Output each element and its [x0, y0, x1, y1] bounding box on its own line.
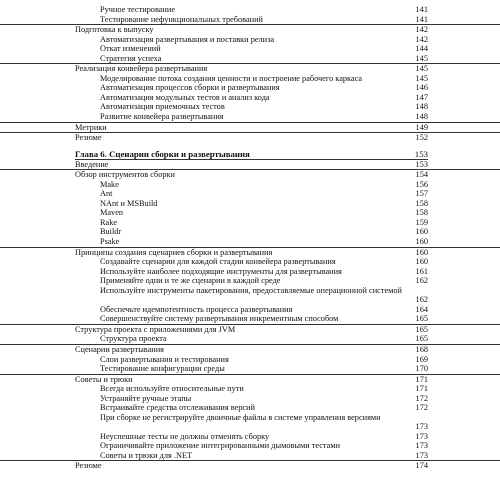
- page-number: 142: [415, 25, 428, 35]
- chapter-heading: [0, 148, 500, 160]
- toc-entry: [0, 237, 500, 247]
- toc-entry: [0, 460, 500, 471]
- toc-entry: [0, 35, 500, 45]
- toc-entry-title: Ручное тестирование: [100, 5, 175, 14]
- page-number: 145: [415, 53, 428, 63]
- page-number: 173: [415, 422, 428, 432]
- page-number: 173: [415, 450, 428, 460]
- toc-entry: [0, 93, 500, 103]
- toc-entry: [0, 267, 500, 277]
- toc-entry: [0, 364, 500, 374]
- toc-entry: [0, 180, 500, 190]
- toc-entry: [0, 257, 500, 267]
- toc-entry-title: Совершенствуйте систему развертывания инкрементным способом: [100, 314, 339, 324]
- toc-entry-title: Развитие конвейера развертывания: [100, 112, 224, 122]
- toc-entry-title: Автоматизация развертывания и поставки релиза: [100, 34, 275, 44]
- toc-entry-title: Стратегия успеха: [100, 53, 162, 63]
- toc-entry: [0, 15, 500, 25]
- page-number: 164: [415, 304, 428, 314]
- toc-entry: [0, 54, 500, 64]
- toc-entry-title: Обеспечьте идемпотентность процесса развертывания: [100, 304, 293, 314]
- toc-entry: [0, 208, 500, 218]
- page-number: 145: [415, 73, 428, 83]
- toc-entry: [0, 160, 500, 170]
- toc-entry-title: Автоматизация модульных тестов и анализ кода: [100, 92, 270, 102]
- toc-entry: [0, 112, 500, 122]
- page-number: 158: [415, 198, 428, 208]
- toc-entry-title: Откат изменений: [100, 44, 161, 54]
- toc-entry-title: Встраивайте средства отслеживания версий: [100, 403, 255, 413]
- toc-entry: [0, 324, 500, 335]
- page-number: 161: [415, 266, 428, 276]
- toc-entry: [0, 334, 500, 344]
- page-number: 156: [415, 179, 428, 189]
- toc-entry-title: Rake: [100, 217, 118, 227]
- toc-entry: [0, 83, 500, 93]
- page-number: 148: [415, 112, 428, 122]
- toc-entry-title: Неуспешные тесты не должны отменять сборку: [100, 431, 270, 441]
- toc-entry-title: Ограничивайте приложение интегрированными дымовыми тестами: [100, 441, 341, 451]
- toc-entry-title: Подготовка к выпуску: [75, 25, 154, 35]
- toc-entry-title: Make: [100, 179, 119, 189]
- toc-entry: [0, 344, 500, 355]
- toc-entry: [0, 374, 500, 385]
- page-number: 171: [415, 384, 428, 394]
- toc-entry-title: Создавайте сценарии для каждой стадии конвейера развертывания: [100, 257, 336, 267]
- toc-entry-title: Применяйте одни и те же сценарии в каждой среде: [100, 276, 281, 286]
- toc-entry: [0, 286, 500, 305]
- toc-entry-title: Maven: [100, 208, 124, 218]
- toc-entry-title: Моделирование потока создания ценности и построение рабочего каркаса: [100, 73, 363, 83]
- page-number: 162: [415, 295, 428, 305]
- toc-entry-title: Buildr: [100, 227, 122, 237]
- toc-entry-title: Структура проекта с приложениями для JVM: [75, 324, 236, 334]
- page-number: 162: [415, 276, 428, 286]
- toc-entry: [0, 403, 500, 413]
- page-number: 148: [415, 102, 428, 112]
- page-number: 165: [415, 324, 428, 334]
- page-number: 174: [415, 461, 428, 471]
- toc-entry-title: Используйте инструменты пакетирования, предоставляемые операционной системой: [100, 285, 402, 295]
- toc-entry: [0, 314, 500, 324]
- toc-entry-title: Резюме: [75, 133, 102, 143]
- page-number: 160: [415, 237, 428, 247]
- toc-entry-title: Тестирование конфигурации среды: [100, 364, 225, 374]
- toc-entry: [0, 102, 500, 112]
- page-number: 165: [415, 334, 428, 344]
- page-number: 160: [415, 257, 428, 267]
- page-number: 172: [415, 403, 428, 413]
- toc-entry-title: Автоматизация процессов сборки и развертывания: [100, 83, 280, 93]
- toc-entry: [0, 384, 500, 394]
- page-number: 169: [415, 354, 428, 364]
- toc-entry: [0, 218, 500, 228]
- page-number: 153: [414, 148, 428, 159]
- toc-entry-title: Резюме: [75, 461, 102, 471]
- page-number: 142: [415, 34, 428, 44]
- chapter-title: Глава 6. Сценарии сборки и развертывания: [75, 148, 250, 159]
- toc-entry-title: Метрики: [75, 122, 107, 132]
- toc-entry: [0, 441, 500, 451]
- toc-entry: [0, 451, 500, 461]
- page-number: 147: [415, 92, 428, 102]
- toc-entry: [0, 227, 500, 237]
- toc-entry-title: Принципы создания сценариев сборки и развертывания: [75, 247, 273, 257]
- toc-entry-title: NAnt и MSBuild: [100, 198, 158, 208]
- toc-entry: [0, 432, 500, 442]
- toc-entry: [0, 276, 500, 286]
- toc-entry-title: Устраняйте ручные этапы: [100, 393, 192, 403]
- toc-entry: [0, 413, 500, 432]
- page-number: 160: [415, 227, 428, 237]
- page-number: 157: [415, 189, 428, 199]
- page-number: 173: [415, 441, 428, 451]
- page-number: 168: [415, 344, 428, 354]
- toc-entry-title: Обзор инструментов сборки: [75, 170, 175, 180]
- toc-entry-title: Тестирование нефункциональных требований: [100, 14, 263, 24]
- page-number: 149: [415, 122, 428, 132]
- toc-entry-title: Psake: [100, 237, 120, 247]
- page-number: 170: [415, 364, 428, 374]
- toc-entry: [0, 189, 500, 199]
- page-number: 159: [415, 217, 428, 227]
- toc-entry: [0, 24, 500, 35]
- table-of-contents: [0, 5, 500, 471]
- page-number: 144: [415, 44, 428, 54]
- toc-entry-title: Введение: [75, 159, 109, 169]
- toc-entry-title: Сценарии развертывания: [75, 344, 164, 354]
- toc-entry-title: Реализация конвейера развертывания: [75, 64, 208, 74]
- toc-entry-title: Всегда используйте относительные пути: [100, 384, 244, 394]
- toc-entry: [0, 355, 500, 365]
- page-number: 172: [415, 393, 428, 403]
- page-number: 152: [415, 133, 428, 143]
- page-number: 141: [415, 14, 428, 24]
- toc-entry: [0, 132, 500, 143]
- toc-entry-title: Структура проекта: [100, 334, 167, 344]
- toc-entry-title: Ant: [100, 189, 113, 199]
- page-number: 171: [415, 374, 428, 384]
- page-number: 160: [415, 247, 428, 257]
- toc-entry-title: Советы и трюки: [75, 374, 133, 384]
- page-number: 153: [415, 159, 428, 169]
- page-number: 146: [415, 83, 428, 93]
- toc-entry: [0, 305, 500, 315]
- toc-entry: [0, 394, 500, 404]
- toc-entry: [0, 74, 500, 84]
- toc-entry-title: Используйте наиболее подходящие инструменты для развертывания: [100, 266, 342, 276]
- toc-entry: [0, 63, 500, 74]
- page-number: 173: [415, 431, 428, 441]
- toc-entry-title: При сборке не регистрируйте двоичные файлы в системе управления версиями: [100, 412, 381, 422]
- toc-entry: [0, 247, 500, 258]
- toc-entry: [0, 5, 500, 15]
- page-number: 145: [415, 64, 428, 74]
- toc-entry: [0, 44, 500, 54]
- toc-entry-title: Автоматизация приемочных тестов: [100, 102, 225, 112]
- page-number: 154: [415, 170, 428, 180]
- toc-entry: [0, 199, 500, 209]
- toc-entry-title: Слои развертывания и тестирования: [100, 354, 229, 364]
- page-number: 141: [415, 5, 428, 14]
- toc-entry: [0, 122, 500, 133]
- page-number: 165: [415, 314, 428, 324]
- toc-entry-title: Советы и трюки для .NET: [100, 450, 193, 460]
- toc-entry: [0, 169, 500, 180]
- page-number: 158: [415, 208, 428, 218]
